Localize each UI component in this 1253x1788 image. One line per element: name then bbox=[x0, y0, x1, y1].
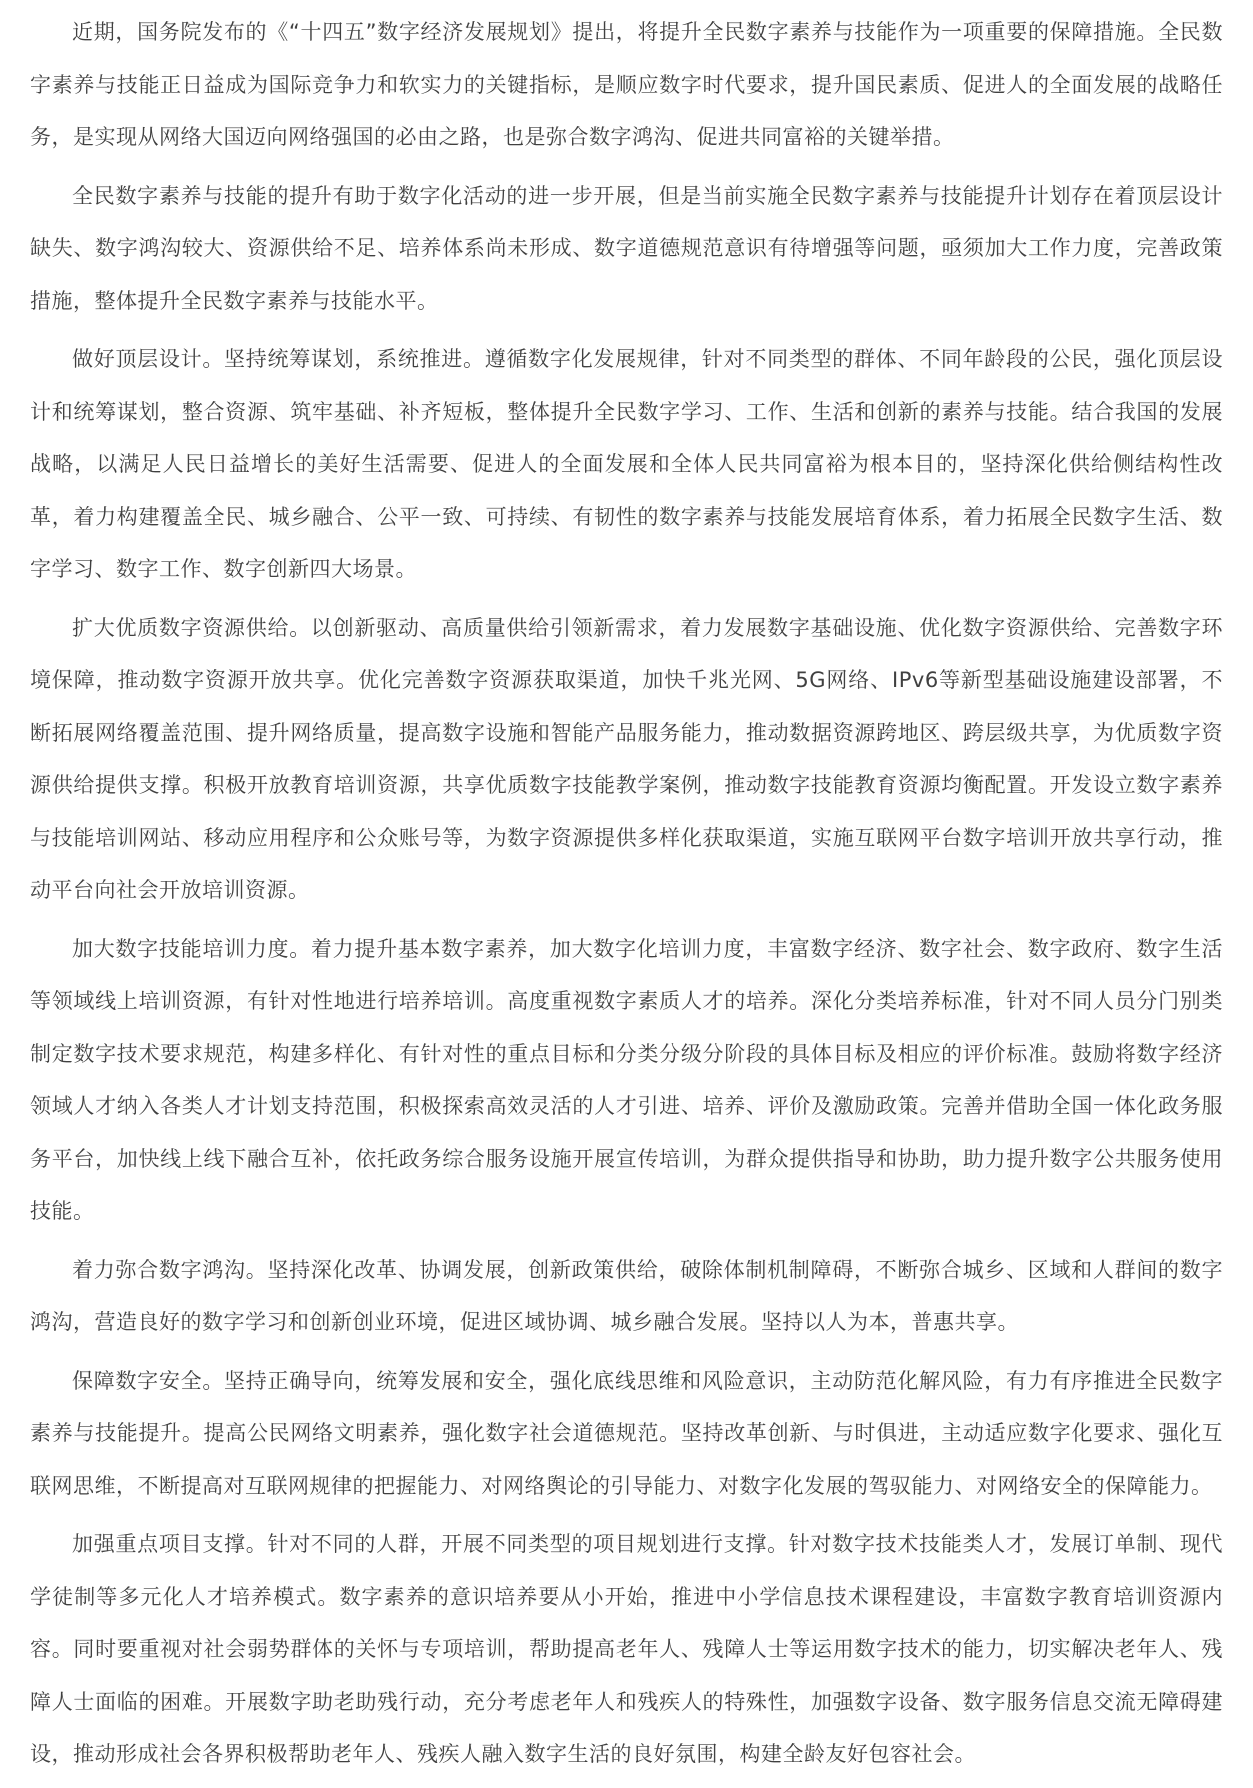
paragraph-intro: 近期，国务院发布的《“十四五”数字经济发展规划》提出，将提升全民数字素养与技能作为一项重要的保障措施。全民数字素养与技能正日益成为国际竞争力和软实力的关键指标，是顺应数字时代要求，提升国民素质、促进人的全面发展的战略任务，是实现从网络大国迈向网络强国的必由之路，也是弥合数字鸿沟、促进共同富裕的关键举措。 bbox=[30, 20, 1223, 149]
paragraph-skills-training: 加大数字技能培训力度。着力提升基本数字素养，加大数字化培训力度，丰富数字经济、数字社会、数字政府、数字生活等领域线上培训资源，有针对性地进行培养培训。高度重视数字素质人才的培养。深化分类培养标准，针对不同人员分门别类制定数字技术要求规范，构建多样化、有针对性的重点目标和分类分级分阶段的具体目标及相应的评价标准。鼓励将数字经济领域人才纳入各类人才计划支持范围，积极探索高效灵活的人才引进、培养、评价及激励政策。完善并借助全国一体化政务服务平台，加快线上线下融合互补，依托政务综合服务设施开展宣传培训，为群众提供指导和协助，助力提升数字公共服务使用技能。 bbox=[30, 936, 1223, 1223]
paragraph-digital-divide: 着力弥合数字鸿沟。坚持深化改革、协调发展，创新政策供给，破除体制机制障碍，不断弥合城乡、区域和人群间的数字鸿沟，营造良好的数字学习和创新创业环境，促进区域协调、城乡融合发展。坚持以人为本，普惠共享。 bbox=[30, 1257, 1223, 1334]
paragraph-digital-resources: 扩大优质数字资源供给。以创新驱动、高质量供给引领新需求，着力发展数字基础设施、优化数字资源供给、完善数字环境保障，推动数字资源开放共享。优化完善数字资源获取渠道，加快千兆光网、5G网络、IPv6等新型基础设施建设部署，不断拓展网络覆盖范围、提升网络质量，提高数字设施和智能产品服务能力，推动数据资源跨地区、跨层级共享，为优质数字资源供给提供支撑。积极开放教育培训资源，共享优质数字技能教学案例，推动数字技能教育资源均衡配置。开发设立数字素养与技能培训网站、移动应用程序和公众账号等，为数字资源提供多样化获取渠道，实施互联网平台数字培训开放共享行动，推动平台向社会开放培训资源。 bbox=[30, 615, 1223, 902]
paragraph-top-level-design: 做好顶层设计。坚持统筹谋划，系统推进。遵循数字化发展规律，针对不同类型的群体、不同年龄段的公民，强化顶层设计和统筹谋划，整合资源、筑牢基础、补齐短板，整体提升全民数字学习、工作、生活和创新的素养与技能。结合我国的发展战略，以满足人民日益增长的美好生活需要、促进人的全面发展和全体人民共同富裕为根本目的，坚持深化供给侧结构性改革，着力构建覆盖全民、城乡融合、公平一致、可持续、有韧性的数字素养与技能发展培育体系，着力拓展全民数字生活、数字学习、数字工作、数字创新四大场景。 bbox=[30, 347, 1223, 581]
paragraph-key-projects: 加强重点项目支撑。针对不同的人群，开展不同类型的项目规划进行支撑。针对数字技术技能类人才，发展订单制、现代学徒制等多元化人才培养模式。数字素养的意识培养要从小开始，推进中小学信息技术课程建设，丰富数字教育培训资源内容。同时要重视对社会弱势群体的关怀与专项培训，帮助提高老年人、残障人士等运用数字技术的能力，切实解决老年人、残障人士面临的困难。开展数字助老助残行动，充分考虑老年人和残疾人的特殊性，加强数字设备、数字服务信息交流无障碍建设，推动形成社会各界积极帮助老年人、残疾人融入数字生活的良好氛围，构建全龄友好包容社会。 bbox=[30, 1532, 1223, 1766]
paragraph-digital-security: 保障数字安全。坚持正确导向，统筹发展和安全，强化底线思维和风险意识，主动防范化解风险，有力有序推进全民数字素养与技能提升。提高公民网络文明素养，强化数字社会道德规范。坚持改革创新、与时俱进，主动适应数字化要求、强化互联网思维，不断提高对互联网规律的把握能力、对网络舆论的引导能力、对数字化发展的驾驭能力、对网络安全的保障能力。 bbox=[30, 1368, 1223, 1498]
paragraph-problems: 全民数字素养与技能的提升有助于数字化活动的进一步开展，但是当前实施全民数字素养与技能提升计划存在着顶层设计缺失、数字鸿沟较大、资源供给不足、培养体系尚未形成、数字道德规范意识有待增强等问题，亟须加大工作力度，完善政策措施，整体提升全民数字素养与技能水平。 bbox=[30, 183, 1223, 313]
